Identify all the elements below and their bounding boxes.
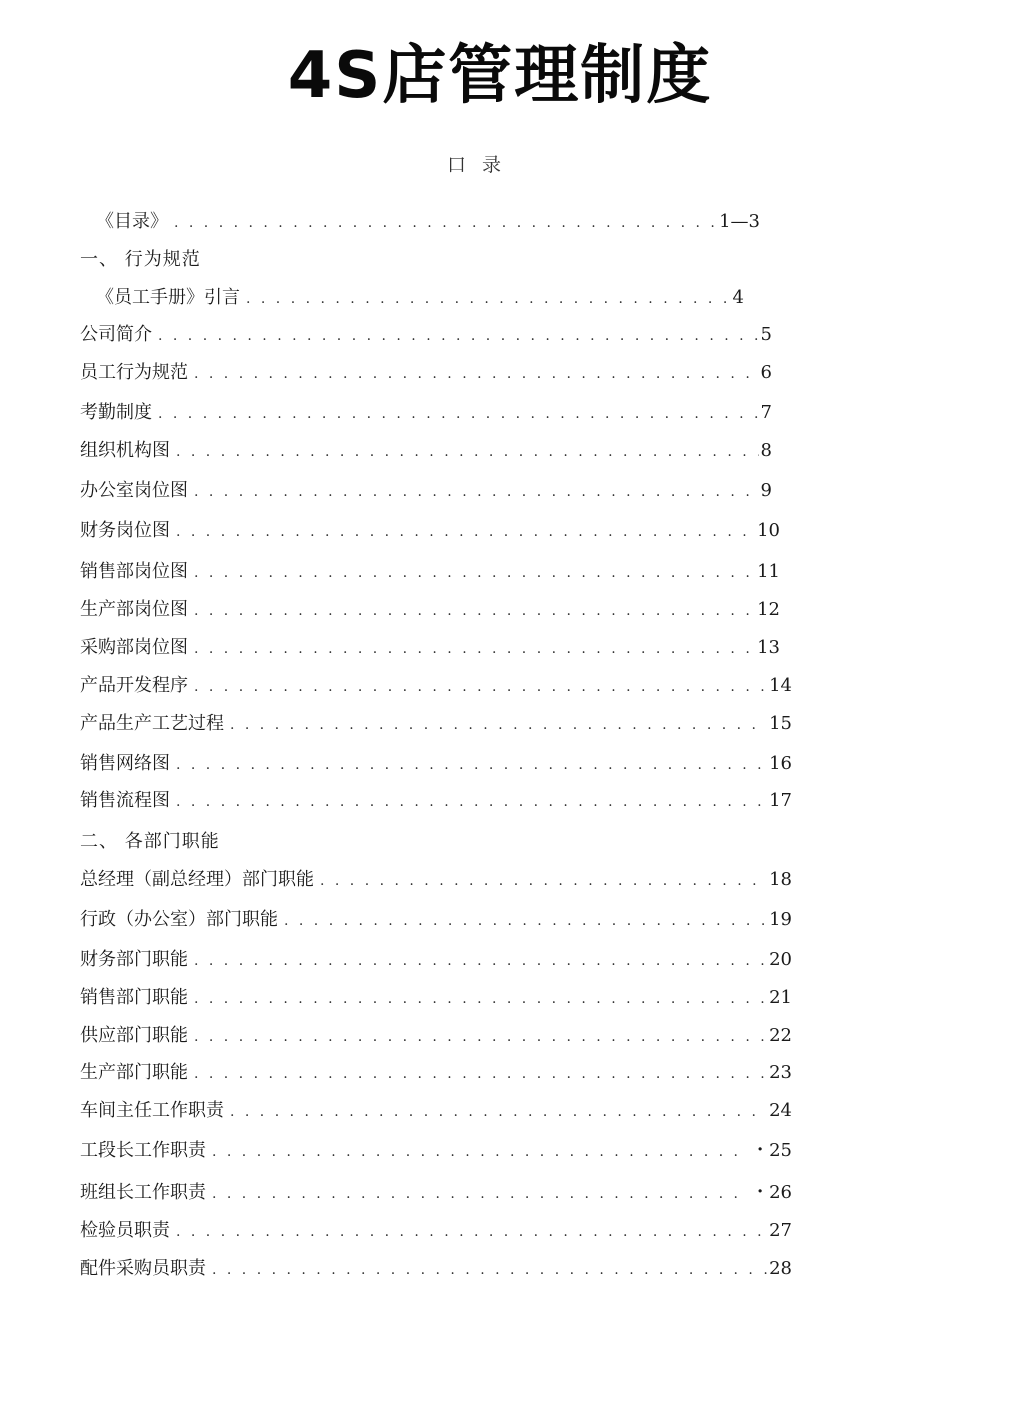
toc-entry-label: 行政（办公室）部门职能 — [80, 909, 278, 930]
toc-entry — [80, 1097, 792, 1125]
toc-entry-label: 班组长工作职责 — [80, 1182, 206, 1203]
toc-entry — [80, 1137, 792, 1165]
toc-entry — [80, 1217, 792, 1245]
dot-leader — [176, 438, 759, 465]
toc-entry — [80, 1059, 792, 1087]
toc-entry-label: 销售网络图 — [80, 753, 170, 774]
toc-entry — [80, 321, 772, 349]
toc-entry — [80, 517, 780, 545]
toc-entry — [96, 284, 744, 312]
toc-entry-page: 17 — [769, 790, 792, 811]
toc-entry-page: 1—3 — [719, 211, 760, 232]
toc-heading: 口录 — [446, 154, 517, 176]
toc-entry-page: 9 — [760, 480, 772, 501]
toc-entry-page: 12 — [757, 599, 780, 620]
toc-entry-label: 财务部门职能 — [80, 949, 188, 970]
toc-entry-page: 11 — [757, 561, 780, 582]
toc-entry-label: 《目录》 — [96, 211, 168, 232]
dot-leader — [194, 673, 767, 700]
dot-leader — [194, 597, 755, 624]
toc-entry — [80, 866, 792, 894]
toc-entry — [80, 437, 772, 465]
toc-entry-page: 23 — [769, 1062, 792, 1083]
toc-entry-page: 27 — [769, 1220, 792, 1241]
toc-entry-label: 员工行为规范 — [80, 362, 188, 383]
toc-entry-page: 24 — [769, 1100, 792, 1121]
dot-leader — [158, 322, 759, 349]
toc-entry-page: 22 — [769, 1025, 792, 1046]
toc-entry — [96, 208, 760, 236]
toc-entry — [80, 558, 780, 586]
toc-section-label: 二、 各部门职能 — [80, 831, 220, 852]
dot-leader — [176, 751, 767, 778]
toc-section-heading — [80, 828, 380, 856]
dot-leader — [176, 1218, 767, 1245]
toc-entry-page: 5 — [760, 324, 772, 345]
dot-leader — [212, 1256, 767, 1283]
dot-leader — [194, 947, 767, 974]
toc-entry — [80, 1179, 792, 1207]
dot-leader — [194, 478, 759, 505]
dot-leader — [194, 635, 755, 662]
toc-entry-label: 产品开发程序 — [80, 675, 188, 696]
dot-leader — [194, 1060, 767, 1087]
toc-entry — [80, 1255, 792, 1283]
dot-leader — [176, 518, 755, 545]
toc-entry-page: 19 — [769, 909, 792, 930]
toc-entry — [80, 750, 792, 778]
toc-entry-label: 财务岗位图 — [80, 520, 170, 541]
toc-entry — [80, 984, 792, 1012]
dot-leader — [194, 1023, 767, 1050]
toc-entry-page: 15 — [769, 713, 792, 734]
dot-leader — [230, 1098, 767, 1125]
toc-entry — [80, 672, 792, 700]
toc-entry — [80, 906, 792, 934]
toc-entry-label: 考勤制度 — [80, 402, 152, 423]
toc-entry-page: 21 — [769, 987, 792, 1008]
dot-leader — [176, 788, 767, 815]
toc-entry-label: 组织机构图 — [80, 440, 170, 461]
dot-leader — [320, 867, 767, 894]
toc-entry-page: 10 — [757, 520, 780, 541]
toc-entry-page: 8 — [760, 440, 772, 461]
toc-entry-page: 7 — [760, 402, 772, 423]
toc-entry-label: 生产部门职能 — [80, 1062, 188, 1083]
toc-entry-page: 13 — [757, 637, 780, 658]
document-title: 4S店管理制度 — [287, 39, 713, 113]
dot-leader — [158, 400, 759, 427]
dot-leader — [194, 360, 759, 387]
dot-leader — [246, 285, 731, 312]
dot-leader — [212, 1180, 749, 1207]
toc-section-heading — [80, 246, 380, 274]
toc-entry — [80, 359, 772, 387]
toc-entry-page: 16 — [769, 753, 792, 774]
toc-entry-label: 销售部门职能 — [80, 987, 188, 1008]
toc-entry-page: 4 — [732, 287, 744, 308]
toc-entry-label: 检验员职责 — [80, 1220, 170, 1241]
toc-entry-label: 供应部门职能 — [80, 1025, 188, 1046]
toc-entry — [80, 634, 780, 662]
toc-entry-label: 采购部岗位图 — [80, 637, 188, 658]
toc-entry — [80, 1022, 792, 1050]
toc-entry — [80, 946, 792, 974]
toc-entry-label: 公司简介 — [80, 324, 152, 345]
toc-entry-label: 销售流程图 — [80, 790, 170, 811]
toc-entry — [80, 710, 792, 738]
toc-entry-page: 18 — [769, 869, 792, 890]
dot-leader — [212, 1138, 749, 1165]
toc-entry-page: ・25 — [751, 1140, 792, 1161]
toc-entry-label: 工段长工作职责 — [80, 1140, 206, 1161]
toc-entry-page: 20 — [769, 949, 792, 970]
toc-entry — [80, 399, 772, 427]
toc-entry-label: 生产部岗位图 — [80, 599, 188, 620]
toc-entry-label: 《员工手册》引言 — [96, 287, 240, 308]
toc-entry-label: 总经理（副总经理）部门职能 — [80, 869, 314, 890]
toc-entry-page: 14 — [769, 675, 792, 696]
dot-leader — [284, 907, 767, 934]
dot-leader — [194, 559, 755, 586]
toc-entry — [80, 477, 772, 505]
dot-leader — [230, 711, 767, 738]
toc-entry — [80, 596, 780, 624]
toc-entry-page: ・26 — [751, 1182, 792, 1203]
toc-entry — [80, 787, 792, 815]
toc-entry-label: 配件采购员职责 — [80, 1258, 206, 1279]
toc-entry-label: 销售部岗位图 — [80, 561, 188, 582]
toc-section-label: 一、 行为规范 — [80, 249, 201, 270]
toc-entry-label: 车间主任工作职责 — [80, 1100, 224, 1121]
toc-entry-page: 6 — [760, 362, 772, 383]
toc-entry-page: 28 — [769, 1258, 792, 1279]
toc-entry-label: 产品生产工艺过程 — [80, 713, 224, 734]
dot-leader — [194, 985, 767, 1012]
dot-leader — [174, 209, 717, 236]
toc-entry-label: 办公室岗位图 — [80, 480, 188, 501]
